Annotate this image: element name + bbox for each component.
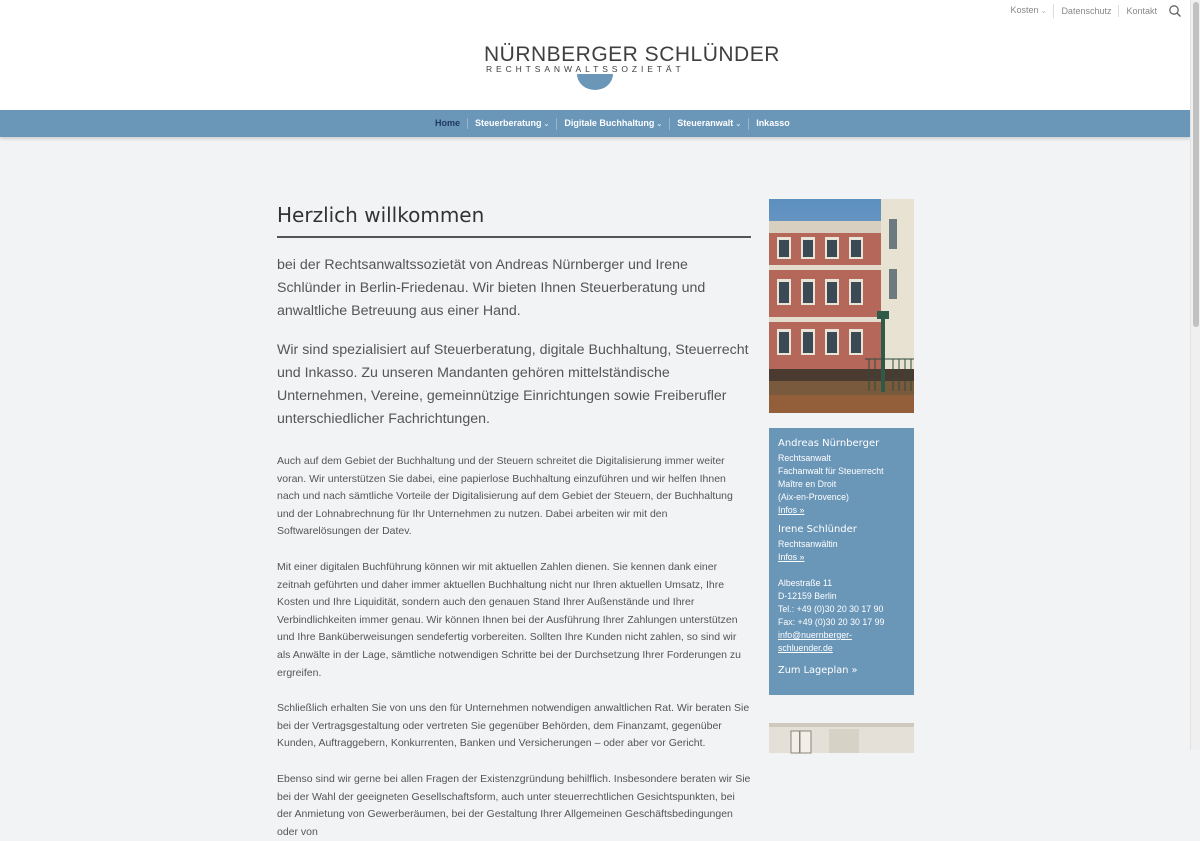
body-paragraph: Auch auf dem Gebiet der Buchhaltung und der Steuern schreitet die Digitalisierung immer weiter voran. Wir unterstützen Sie dabei, eine papierlose Buchhaltung einzuführen und wir helfen Ihnen nach und nach sämtliche Vorteile der Digitalisierung auf dem Gebiet der Steuern, der Buchhaltung und der Lohnabrechnung für Ihr Unternehmen zu nutzen. Dabei arbeiten wir mit den Softwarelösungen der Datev. <box>277 455 733 538</box>
address-line: Albestraße 11 <box>778 578 833 588</box>
person2-name: Irene Schlünder <box>778 524 857 535</box>
lead-paragraph: bei der Rechtsanwaltssozietät von Andreas Nürnberger und Irene Schlünder in Berlin-Friedenau. Wir bieten Ihnen Steuerberatung und anwaltliche Betreuung aus einer Hand. <box>277 257 706 319</box>
person2-infos-link[interactable]: Infos » <box>778 552 805 562</box>
person1-title: (Aix-en-Provence) <box>778 492 849 502</box>
person1-name: Andreas Nürnberger <box>778 438 880 449</box>
office-interior-photo <box>769 723 914 753</box>
topnav-kontakt[interactable]: Kontakt <box>1126 6 1157 16</box>
nav-steueranwalt[interactable] <box>670 118 749 130</box>
scrollbar-thumb[interactable] <box>1193 2 1199 327</box>
chevron-down-icon: ⌄ <box>1040 8 1047 15</box>
topnav-kosten-label: Kosten <box>1010 5 1039 15</box>
nav-steuerberatung[interactable] <box>468 118 557 130</box>
nav-home[interactable]: Home <box>428 118 468 129</box>
nav-steuerberatung-label: Steuerberatung <box>475 117 542 128</box>
map-link[interactable]: Zum Lageplan » <box>778 665 858 676</box>
nav-digitale-buchhaltung-label: Digitale Buchhaltung <box>564 117 655 128</box>
body-paragraph: Ebenso sind wir gerne bei allen Fragen der Existenzgründung behilflich. Insbesondere beraten wir Sie bei der Wahl der geeigneten Gesellschaftsform, auch unter steuerrechtlichen Gesichtspunkten, bei der Anmietung von Gewerberäumen, bei der Gestaltung Ihrer Allgemeinen Geschäftsbedingungen oder von <box>277 772 751 838</box>
person1-title: Fachanwalt für Steuerrecht <box>778 466 884 476</box>
main-navigation <box>0 110 1190 137</box>
person1-title: Rechtsanwalt <box>778 453 831 463</box>
topnav-datenschutz[interactable]: Datenschutz <box>1054 5 1119 17</box>
office-building-photo <box>769 199 914 413</box>
nav-steueranwalt-label: Steueranwalt <box>677 117 734 128</box>
logo-arc-icon <box>575 74 615 90</box>
site-header <box>0 0 1190 110</box>
page-scrollbar[interactable] <box>1190 0 1200 750</box>
person1-title: Maître en Droit <box>778 479 837 489</box>
search-icon[interactable] <box>1168 4 1182 18</box>
chevron-down-icon: ⌄ <box>656 120 663 128</box>
nav-inkasso[interactable]: Inkasso <box>756 118 790 128</box>
person1-infos-link[interactable]: Infos » <box>778 505 805 515</box>
address-line: D-12159 Berlin <box>778 591 837 601</box>
phone-number: Tel.: +49 (0)30 20 30 17 90 <box>778 604 884 614</box>
logo-subtitle: RECHTSANWALTSSOZIETÄT <box>486 64 685 74</box>
top-navigation <box>1004 4 1182 18</box>
chevron-down-icon: ⌄ <box>543 120 550 128</box>
nav-digitale-buchhaltung[interactable] <box>557 118 670 130</box>
topnav-kosten[interactable] <box>1004 4 1055 18</box>
email-link[interactable] <box>778 629 905 655</box>
email-line: schluender.de <box>778 643 833 653</box>
chevron-down-icon: ⌄ <box>735 120 742 128</box>
logo-name: NÜRNBERGER SCHLÜNDER <box>484 43 780 66</box>
person2-title: Rechtsanwältin <box>778 539 838 549</box>
body-paragraph: Schließlich erhalten Sie von uns den für Unternehmen notwendigen anwaltlichen Rat. Wir beraten Sie bei der Vertragsgestaltung oder vertreten Sie gegenüber Behörden, dem Finanzamt, gegenüber Kunden, Auftraggebern, Konkurrenten, Banken und Versicherungen – oder aber vor Gericht. <box>277 702 750 750</box>
email-line: info@nuernberger- <box>778 630 852 640</box>
site-logo[interactable] <box>484 43 780 88</box>
body-paragraph: Mit einer digitalen Buchführung können wir mit aktuellen Zahlen dienen. Sie kennen dank einer zeitnah geführten und daher immer aktuellen Buchhaltung nicht nur Ihren aktuellen Umsatz, Ihre Kosten und Ihre Liquidität, sondern auch den genauen Stand Ihrer Außenstände und Ihrer Verbindlichkeiten immer genau. Wir können Ihnen bei der Ausführung Ihrer Zahlungen unterstützen und Ihre Banküberweisungen sendefertig vorbereiten. Sollten Ihre Kunden nicht zahlen, so sind wir als Anwälte in der Lage, sämtliche notwendigen Schritte bei der Durchsetzung Ihrer Forderungen zu ergreifen. <box>277 560 742 679</box>
main-content <box>277 200 751 841</box>
fax-number: Fax: +49 (0)30 20 30 17 99 <box>778 617 885 627</box>
contact-info-box <box>769 428 914 695</box>
lead-paragraph: Wir sind spezialisiert auf Steuerberatung, digitale Buchhaltung, Steuerrecht und Inkasso. Zu unseren Mandanten gehören mittelständische Unternehmen, Vereine, gemeinnützige Einrichtungen sowie Freiberufler unterschiedlicher Fachrichtungen. <box>277 342 749 427</box>
page-title: Herzlich willkommen <box>277 200 751 238</box>
